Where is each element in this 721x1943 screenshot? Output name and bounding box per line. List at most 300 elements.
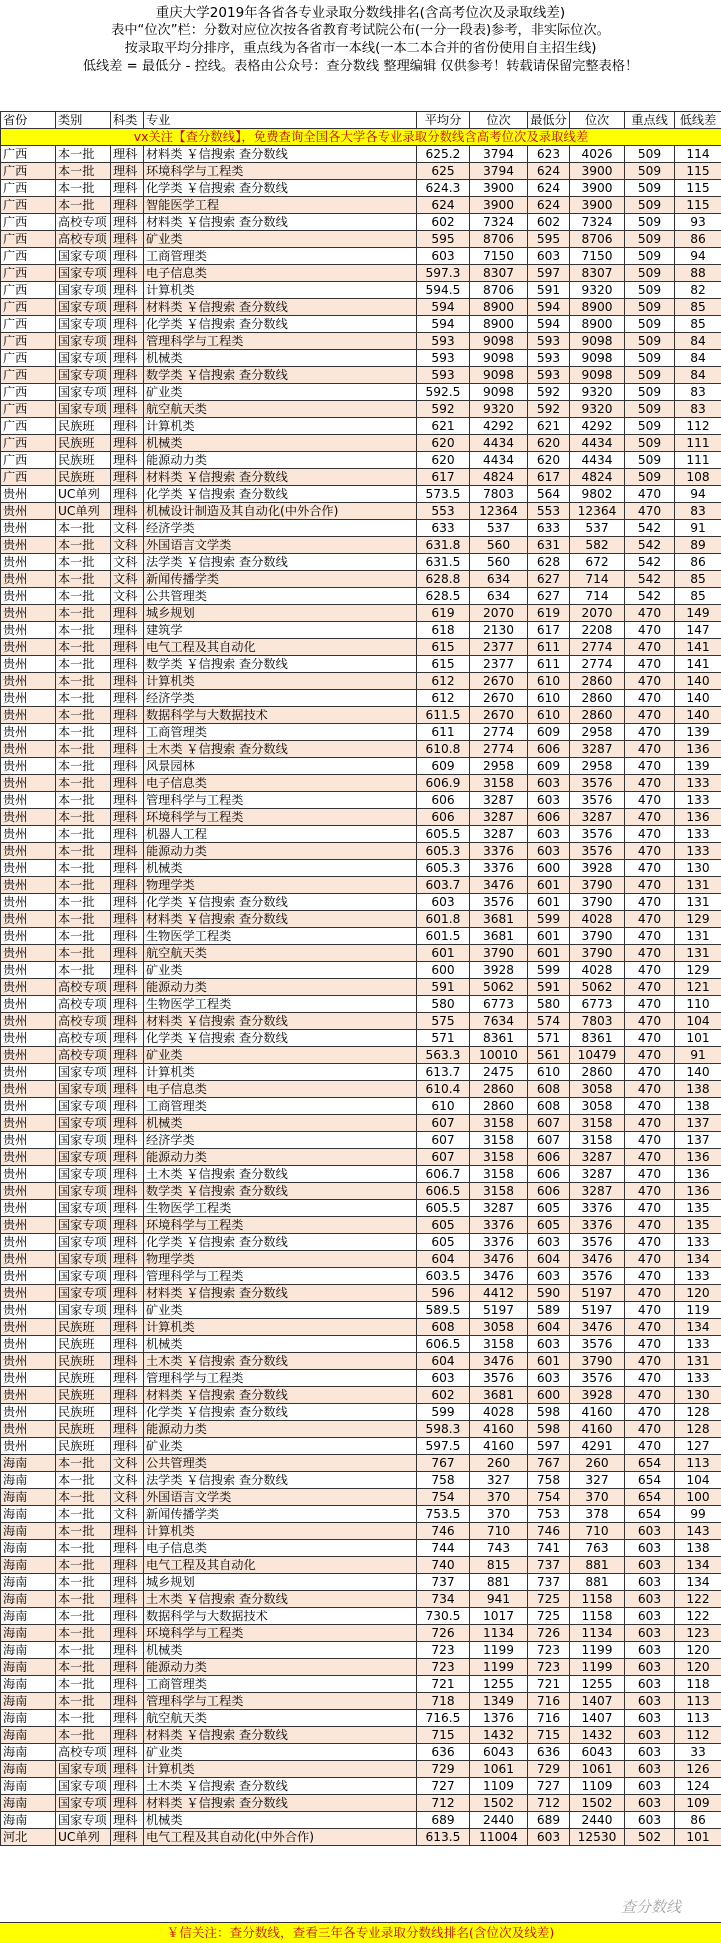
cell-min-score: 594	[528, 316, 570, 333]
cell-avg-rank: 7324	[470, 214, 528, 231]
cell-key-line: 470	[625, 1081, 675, 1098]
cell-category: 本一批	[56, 571, 111, 588]
cell-avg-rank: 4824	[470, 469, 528, 486]
cell-subject: 理科	[111, 350, 144, 367]
cell-line-diff: 88	[675, 265, 721, 282]
cell-subject: 理科	[111, 1064, 144, 1081]
cell-province: 广西	[1, 163, 56, 180]
cell-avg-rank: 11004	[470, 1829, 528, 1846]
cell-avg-score: 589.5	[417, 1302, 470, 1319]
cell-avg-rank: 1349	[470, 1693, 528, 1710]
cell-subject: 理科	[111, 1149, 144, 1166]
cell-min-rank: 2860	[570, 690, 625, 707]
cell-min-score: 726	[528, 1625, 570, 1642]
cell-line-diff: 131	[675, 1353, 721, 1370]
table-row	[1, 214, 721, 231]
cell-line-diff: 149	[675, 605, 721, 622]
cell-province: 贵州	[1, 1081, 56, 1098]
cell-key-line: 470	[625, 1183, 675, 1200]
cell-subject: 理科	[111, 1574, 144, 1591]
cell-category: 国家专项	[56, 1064, 111, 1081]
cell-province: 贵州	[1, 1047, 56, 1064]
cell-avg-score: 595	[417, 231, 470, 248]
cell-key-line: 470	[625, 1370, 675, 1387]
cell-key-line: 603	[625, 1744, 675, 1761]
cell-province: 广西	[1, 197, 56, 214]
cell-key-line: 470	[625, 1149, 675, 1166]
cell-category: 高校专项	[56, 1744, 111, 1761]
cell-category: 高校专项	[56, 231, 111, 248]
cell-line-diff: 113	[675, 1455, 721, 1472]
cell-major: 生物医学工程类	[144, 1200, 417, 1217]
cell-province: 贵州	[1, 554, 56, 571]
cell-major: 能源动力类	[144, 1421, 417, 1438]
table-row	[1, 1693, 721, 1710]
cell-key-line: 654	[625, 1455, 675, 1472]
cell-province: 广西	[1, 248, 56, 265]
cell-category: 本一批	[56, 792, 111, 809]
cell-province: 贵州	[1, 1319, 56, 1336]
cell-subject: 理科	[111, 1608, 144, 1625]
cell-avg-score: 604	[417, 1353, 470, 1370]
cell-avg-rank: 7150	[470, 248, 528, 265]
cell-subject: 理科	[111, 282, 144, 299]
cell-subject: 理科	[111, 1217, 144, 1234]
cell-line-diff: 94	[675, 248, 721, 265]
cell-major: 材料类 ￥信搜索 查分数线	[144, 1285, 417, 1302]
cell-major: 化学类 ￥信搜索 查分数线	[144, 1404, 417, 1421]
cell-avg-score: 628.8	[417, 571, 470, 588]
cell-line-diff: 133	[675, 843, 721, 860]
cell-avg-rank: 8361	[470, 1030, 528, 1047]
cell-province: 海南	[1, 1591, 56, 1608]
cell-category: 本一批	[56, 605, 111, 622]
table-row	[1, 1353, 721, 1370]
cell-major: 土木类 ￥信搜索 查分数线	[144, 1778, 417, 1795]
cell-line-diff: 115	[675, 180, 721, 197]
cell-major: 矿业类	[144, 962, 417, 979]
table-row	[1, 1574, 721, 1591]
cell-min-score: 624	[528, 197, 570, 214]
document-title: 重庆大学2019年各省各专业录取分数线排名(含高考位次及录取线差)	[0, 4, 721, 22]
cell-subject: 理科	[111, 673, 144, 690]
cell-avg-rank: 2860	[470, 1098, 528, 1115]
cell-key-line: 542	[625, 571, 675, 588]
cell-avg-score: 594.5	[417, 282, 470, 299]
table-row	[1, 945, 721, 962]
cell-province: 海南	[1, 1608, 56, 1625]
cell-major: 计算机类	[144, 673, 417, 690]
cell-avg-rank: 4292	[470, 418, 528, 435]
cell-province: 海南	[1, 1761, 56, 1778]
cell-min-score: 601	[528, 928, 570, 945]
cell-province: 贵州	[1, 843, 56, 860]
cell-min-rank: 1407	[570, 1710, 625, 1727]
cell-avg-rank: 3476	[470, 1251, 528, 1268]
cell-avg-score: 617	[417, 469, 470, 486]
cell-major: 矿业类	[144, 1302, 417, 1319]
cell-major: 土木类 ￥信搜索 查分数线	[144, 741, 417, 758]
cell-avg-rank: 1255	[470, 1676, 528, 1693]
table-row	[1, 1217, 721, 1234]
cell-key-line: 654	[625, 1506, 675, 1523]
cell-min-score: 617	[528, 469, 570, 486]
cell-category: 国家专项	[56, 282, 111, 299]
cell-province: 贵州	[1, 1030, 56, 1047]
cell-subject: 理科	[111, 1370, 144, 1387]
col-header-key-line: 重点线	[625, 112, 675, 129]
cell-min-score: 593	[528, 333, 570, 350]
cell-avg-score: 689	[417, 1812, 470, 1829]
cell-subject: 理科	[111, 333, 144, 350]
cell-subject: 理科	[111, 367, 144, 384]
cell-line-diff: 83	[675, 384, 721, 401]
table-row	[1, 1795, 721, 1812]
cell-avg-rank: 9320	[470, 401, 528, 418]
cell-line-diff: 120	[675, 1285, 721, 1302]
cell-avg-rank: 9098	[470, 367, 528, 384]
cell-subject: 理科	[111, 503, 144, 520]
cell-min-score: 598	[528, 1404, 570, 1421]
cell-province: 贵州	[1, 1217, 56, 1234]
cell-major: 电子信息类	[144, 265, 417, 282]
cell-category: 本一批	[56, 520, 111, 537]
cell-province: 广西	[1, 333, 56, 350]
cell-min-rank: 2860	[570, 1064, 625, 1081]
col-header-major: 专业	[144, 112, 417, 129]
cell-subject: 理科	[111, 299, 144, 316]
col-header-min-rank: 位次	[570, 112, 625, 129]
cell-min-score: 611	[528, 656, 570, 673]
cell-province: 贵州	[1, 503, 56, 520]
cell-avg-score: 597.5	[417, 1438, 470, 1455]
cell-subject: 理科	[111, 1302, 144, 1319]
cell-major: 机械类	[144, 1642, 417, 1659]
cell-min-rank: 3576	[570, 1336, 625, 1353]
cell-subject: 理科	[111, 792, 144, 809]
cell-line-diff: 138	[675, 1081, 721, 1098]
cell-avg-rank: 743	[470, 1540, 528, 1557]
cell-avg-rank: 3376	[470, 1217, 528, 1234]
cell-key-line: 603	[625, 1625, 675, 1642]
cell-min-rank: 2774	[570, 639, 625, 656]
cell-category: 国家专项	[56, 299, 111, 316]
cell-avg-score: 594	[417, 299, 470, 316]
cell-avg-rank: 4028	[470, 1404, 528, 1421]
cell-avg-score: 734	[417, 1591, 470, 1608]
cell-subject: 理科	[111, 877, 144, 894]
cell-key-line: 509	[625, 231, 675, 248]
cell-subject: 理科	[111, 1200, 144, 1217]
cell-min-score: 605	[528, 1200, 570, 1217]
cell-province: 贵州	[1, 1132, 56, 1149]
cell-line-diff: 113	[675, 1710, 721, 1727]
cell-key-line: 509	[625, 367, 675, 384]
cell-avg-score: 593	[417, 350, 470, 367]
cell-subject: 理科	[111, 996, 144, 1013]
cell-category: 国家专项	[56, 350, 111, 367]
cell-min-rank: 3576	[570, 1234, 625, 1251]
cell-min-rank: 3790	[570, 945, 625, 962]
cell-line-diff: 120	[675, 1642, 721, 1659]
cell-province: 贵州	[1, 945, 56, 962]
cell-min-score: 553	[528, 503, 570, 520]
table-row	[1, 486, 721, 503]
cell-line-diff: 104	[675, 1013, 721, 1030]
col-header-avg-score: 平均分	[417, 112, 470, 129]
cell-key-line: 470	[625, 1234, 675, 1251]
cell-category: 国家专项	[56, 1200, 111, 1217]
cell-key-line: 470	[625, 1200, 675, 1217]
cell-min-score: 725	[528, 1591, 570, 1608]
cell-major: 管理科学与工程类	[144, 792, 417, 809]
table-row	[1, 1421, 721, 1438]
cell-line-diff: 134	[675, 1557, 721, 1574]
cell-category: UC单列	[56, 1829, 111, 1846]
cell-min-score: 758	[528, 1472, 570, 1489]
cell-province: 贵州	[1, 724, 56, 741]
cell-major: 城乡规划	[144, 1574, 417, 1591]
cell-key-line: 470	[625, 724, 675, 741]
cell-major: 计算机类	[144, 1064, 417, 1081]
cell-line-diff: 140	[675, 707, 721, 724]
cell-line-diff: 33	[675, 1744, 721, 1761]
cell-avg-rank: 560	[470, 537, 528, 554]
cell-subject: 理科	[111, 1591, 144, 1608]
cell-min-rank: 260	[570, 1455, 625, 1472]
cell-key-line: 470	[625, 1217, 675, 1234]
cell-category: 本一批	[56, 1642, 111, 1659]
cell-min-rank: 1255	[570, 1676, 625, 1693]
cell-avg-rank: 6773	[470, 996, 528, 1013]
cell-line-diff: 139	[675, 758, 721, 775]
cell-line-diff: 140	[675, 690, 721, 707]
cell-province: 贵州	[1, 1404, 56, 1421]
table-row	[1, 401, 721, 418]
cell-subject: 文科	[111, 554, 144, 571]
cell-avg-rank: 4412	[470, 1285, 528, 1302]
cell-min-rank: 1432	[570, 1727, 625, 1744]
cell-major: 电子信息类	[144, 1540, 417, 1557]
cell-subject: 理科	[111, 384, 144, 401]
cell-line-diff: 89	[675, 537, 721, 554]
table-row	[1, 1268, 721, 1285]
cell-key-line: 470	[625, 1404, 675, 1421]
cell-avg-score: 563.3	[417, 1047, 470, 1064]
table-row	[1, 894, 721, 911]
cell-major: 公共管理类	[144, 588, 417, 605]
cell-subject: 理科	[111, 1047, 144, 1064]
cell-line-diff: 112	[675, 418, 721, 435]
cell-subject: 理科	[111, 1829, 144, 1846]
cell-min-score: 619	[528, 605, 570, 622]
cell-category: UC单列	[56, 503, 111, 520]
cell-province: 贵州	[1, 775, 56, 792]
cell-major: 经济学类	[144, 1132, 417, 1149]
cell-major: 矿业类	[144, 1744, 417, 1761]
cell-key-line: 470	[625, 928, 675, 945]
cell-avg-rank: 6043	[470, 1744, 528, 1761]
table-row	[1, 758, 721, 775]
table-row	[1, 979, 721, 996]
cell-min-score: 627	[528, 588, 570, 605]
cell-line-diff: 83	[675, 503, 721, 520]
cell-line-diff: 115	[675, 197, 721, 214]
cell-line-diff: 135	[675, 1217, 721, 1234]
cell-major: 化学类 ￥信搜索 查分数线	[144, 1234, 417, 1251]
cell-subject: 文科	[111, 1489, 144, 1506]
cell-subject: 理科	[111, 860, 144, 877]
cell-avg-rank: 4160	[470, 1438, 528, 1455]
cell-key-line: 470	[625, 673, 675, 690]
footer-banner: ￥信关注：查分数线，查看三年各专业录取分数线排名(含位次及线差)	[0, 1922, 721, 1943]
table-body	[1, 146, 721, 1846]
cell-avg-rank: 327	[470, 1472, 528, 1489]
cell-min-rank: 2860	[570, 673, 625, 690]
cell-line-diff: 104	[675, 1472, 721, 1489]
promo-banner-row	[1, 129, 721, 146]
cell-min-rank: 3576	[570, 826, 625, 843]
table-row	[1, 1557, 721, 1574]
cell-min-score: 723	[528, 1659, 570, 1676]
cell-min-score: 689	[528, 1812, 570, 1829]
table-row	[1, 809, 721, 826]
cell-key-line: 470	[625, 1387, 675, 1404]
cell-min-rank: 1134	[570, 1625, 625, 1642]
cell-category: 高校专项	[56, 996, 111, 1013]
cell-major: 数学类 ￥信搜索 查分数线	[144, 1183, 417, 1200]
table-row	[1, 1472, 721, 1489]
cell-province: 贵州	[1, 1183, 56, 1200]
cell-subject: 理科	[111, 724, 144, 741]
cell-key-line: 509	[625, 333, 675, 350]
cell-min-rank: 4434	[570, 452, 625, 469]
cell-line-diff: 136	[675, 741, 721, 758]
cell-category: 国家专项	[56, 248, 111, 265]
cell-avg-score: 620	[417, 452, 470, 469]
cell-avg-rank: 2774	[470, 741, 528, 758]
cell-major: 智能医学工程	[144, 197, 417, 214]
cell-min-score: 727	[528, 1778, 570, 1795]
cell-line-diff: 137	[675, 1115, 721, 1132]
cell-major: 环境科学与工程类	[144, 1625, 417, 1642]
cell-category: 国家专项	[56, 1132, 111, 1149]
cell-line-diff: 135	[675, 1200, 721, 1217]
cell-category: 本一批	[56, 826, 111, 843]
cell-line-diff: 128	[675, 1404, 721, 1421]
table-row	[1, 1489, 721, 1506]
cell-subject: 理科	[111, 401, 144, 418]
cell-subject: 理科	[111, 979, 144, 996]
cell-major: 数学类 ￥信搜索 查分数线	[144, 656, 417, 673]
cell-major: 公共管理类	[144, 1455, 417, 1472]
cell-avg-rank: 370	[470, 1489, 528, 1506]
cell-avg-rank: 3158	[470, 1149, 528, 1166]
cell-avg-score: 723	[417, 1642, 470, 1659]
cell-avg-rank: 881	[470, 1574, 528, 1591]
cell-min-score: 602	[528, 214, 570, 231]
cell-category: 本一批	[56, 877, 111, 894]
cell-avg-score: 618	[417, 622, 470, 639]
cell-min-rank: 1502	[570, 1795, 625, 1812]
cell-min-score: 593	[528, 350, 570, 367]
table-row	[1, 1251, 721, 1268]
cell-subject: 理科	[111, 163, 144, 180]
cell-min-rank: 714	[570, 588, 625, 605]
cell-min-rank: 1158	[570, 1608, 625, 1625]
cell-min-score: 608	[528, 1081, 570, 1098]
table-row	[1, 1285, 721, 1302]
cell-min-score: 601	[528, 877, 570, 894]
cell-province: 广西	[1, 350, 56, 367]
table-row	[1, 928, 721, 945]
cell-avg-score: 601.8	[417, 911, 470, 928]
cell-min-rank: 2774	[570, 656, 625, 673]
table-row	[1, 163, 721, 180]
cell-min-score: 606	[528, 741, 570, 758]
cell-min-rank: 8361	[570, 1030, 625, 1047]
col-header-province: 省份	[1, 112, 56, 129]
cell-subject: 理科	[111, 1557, 144, 1574]
cell-min-rank: 2958	[570, 724, 625, 741]
cell-min-score: 715	[528, 1727, 570, 1744]
cell-category: 国家专项	[56, 1115, 111, 1132]
header-note-diff: 低线差 = 最低分 - 控线。表格由公众号：查分数线 整理编辑 仅供参考！转载请保留完整表格！	[0, 58, 721, 76]
cell-avg-score: 599	[417, 1404, 470, 1421]
cell-category: 本一批	[56, 962, 111, 979]
cell-min-rank: 3576	[570, 843, 625, 860]
cell-min-rank: 3790	[570, 928, 625, 945]
cell-major: 化学类 ￥信搜索 查分数线	[144, 1030, 417, 1047]
table-row	[1, 741, 721, 758]
cell-line-diff: 121	[675, 979, 721, 996]
table-row	[1, 299, 721, 316]
cell-subject: 理科	[111, 214, 144, 231]
cell-line-diff: 112	[675, 1727, 721, 1744]
cell-province: 贵州	[1, 1268, 56, 1285]
cell-major: 材料类 ￥信搜索 查分数线	[144, 146, 417, 163]
cell-province: 贵州	[1, 1166, 56, 1183]
cell-min-score: 574	[528, 1013, 570, 1030]
cell-major: 管理科学与工程类	[144, 1370, 417, 1387]
cell-line-diff: 133	[675, 1268, 721, 1285]
cell-major: 能源动力类	[144, 1149, 417, 1166]
table-row	[1, 265, 721, 282]
table-row	[1, 1047, 721, 1064]
cell-category: 国家专项	[56, 367, 111, 384]
cell-province: 贵州	[1, 894, 56, 911]
cell-province: 贵州	[1, 1387, 56, 1404]
cell-province: 广西	[1, 146, 56, 163]
cell-avg-rank: 3287	[470, 1200, 528, 1217]
cell-min-score: 561	[528, 1047, 570, 1064]
table-row	[1, 707, 721, 724]
cell-category: 本一批	[56, 1676, 111, 1693]
cell-avg-rank: 370	[470, 1506, 528, 1523]
cell-province: 海南	[1, 1744, 56, 1761]
cell-province: 贵州	[1, 639, 56, 656]
cell-province: 海南	[1, 1625, 56, 1642]
table-row	[1, 1234, 721, 1251]
table-row	[1, 1744, 721, 1761]
cell-line-diff: 93	[675, 214, 721, 231]
table-row	[1, 588, 721, 605]
cell-min-score: 610	[528, 707, 570, 724]
cell-avg-rank: 634	[470, 571, 528, 588]
cell-avg-score: 636	[417, 1744, 470, 1761]
table-header-row	[1, 112, 721, 129]
cell-min-score: 580	[528, 996, 570, 1013]
